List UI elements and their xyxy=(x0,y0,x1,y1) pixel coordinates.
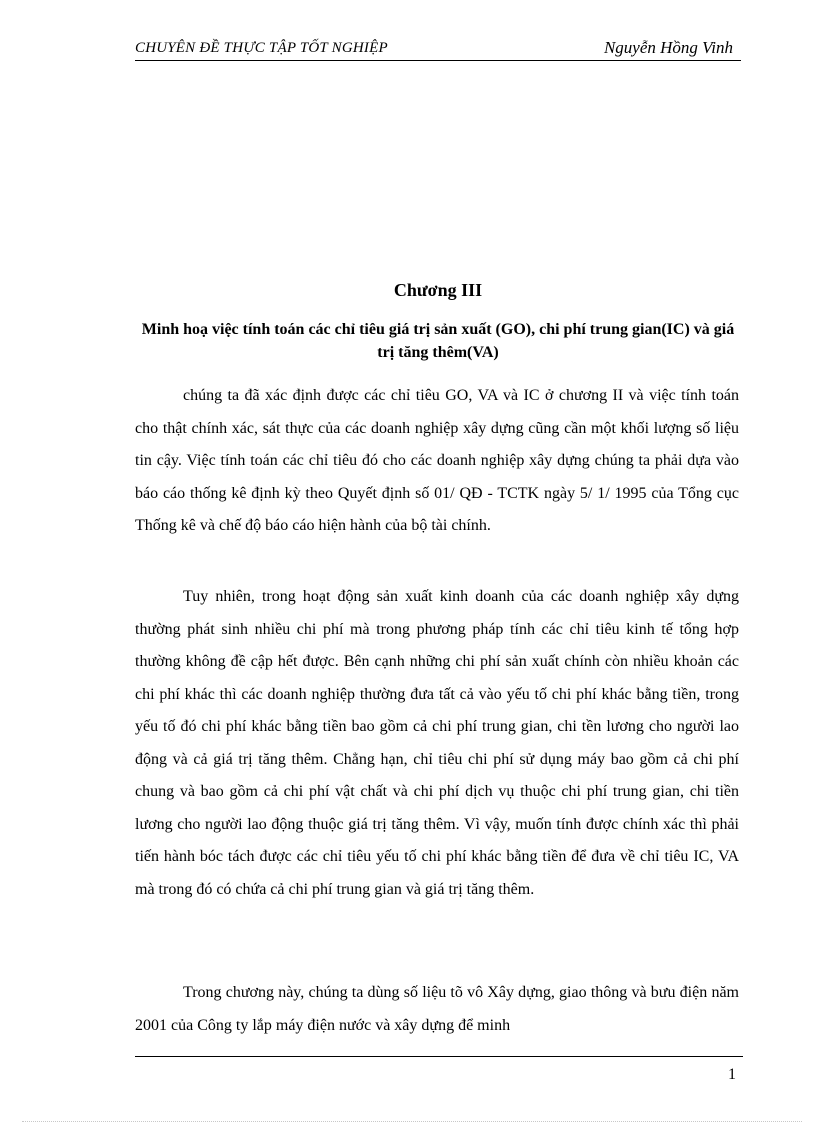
body-paragraph: Tuy nhiên, trong hoạt động sản xuất kinh doanh của các doanh nghiệp xây dựng thường phát sinh nhiều chi phí mà trong phương pháp tính các chỉ tiêu kinh tế tổng hợp thường không đề cập hết được. Bên cạnh những chi phí sản xuất chính còn nhiều khoản các chi phí khác thì các doanh nghiệp thường đưa tất cả vào yếu tố chi phí khác bằng tiền, trong yếu tố đó chi phí khác bằng tiền bao gồm cả chi phí trung gian, chi tền lương cho người lao động và cả giá trị tăng thêm. Chẳng hạn, chỉ tiêu chi phí sử dụng máy bao gồm cả chi phí chung và bao gồm cả chi phí vật chất và chi phí dịch vụ thuộc chi phí trung gian, chi tiền lương cho người lao động thuộc giá trị tăng thêm. Vì vậy, muốn tính được chính xác thì phải tiến hành bóc tách được các chỉ tiêu yếu tố chi phí khác bằng tiền để đưa về chỉ tiêu IC, VA mà trong đó có chứa cả chi phí trung gian và giá trị tăng thêm. xyxy=(135,588,739,898)
chapter-title: Chương III xyxy=(393,280,483,300)
header-author-name: Nguyễn Hồng Vinh xyxy=(603,38,733,57)
page-edge xyxy=(22,1121,802,1122)
header-document-title: CHUYÊN ĐỀ THỰC TẬP TỐT NGHIỆP xyxy=(135,40,388,56)
page-number: 1 xyxy=(728,1066,736,1083)
body-paragraph: chúng ta đã xác định được các chỉ tiêu GO, VA và IC ở chương II và việc tính toán cho thật chính xác, sát thực của các doanh nghiệp xây dựng cũng cần một khối lượng số liệu tin cậy. Việc tính toán các chỉ tiêu đó cho các doanh nghiệp xây dựng chúng ta phải dựa vào báo cáo thống kê định kỳ theo Quyết định số 01/ QĐ - TCTK ngày 5/ 1/ 1995 của Tổng cục Thống kê và chế độ báo cáo hiện hành của bộ tài chính. xyxy=(135,387,739,534)
body-paragraph: Trong chương này, chúng ta dùng số liệu tõ vô Xây dựng, giao thông và bưu điện năm 2001 của Công ty lắp máy điện nước và xây dựng để minh xyxy=(135,984,739,1034)
footer-divider xyxy=(135,1056,743,1057)
page-header xyxy=(135,38,741,61)
chapter-subtitle: Minh hoạ việc tính toán các chỉ tiêu giá trị sản xuất (GO), chi phí trung gian(IC) và giá trị tăng thêm(VA) xyxy=(141,321,735,361)
